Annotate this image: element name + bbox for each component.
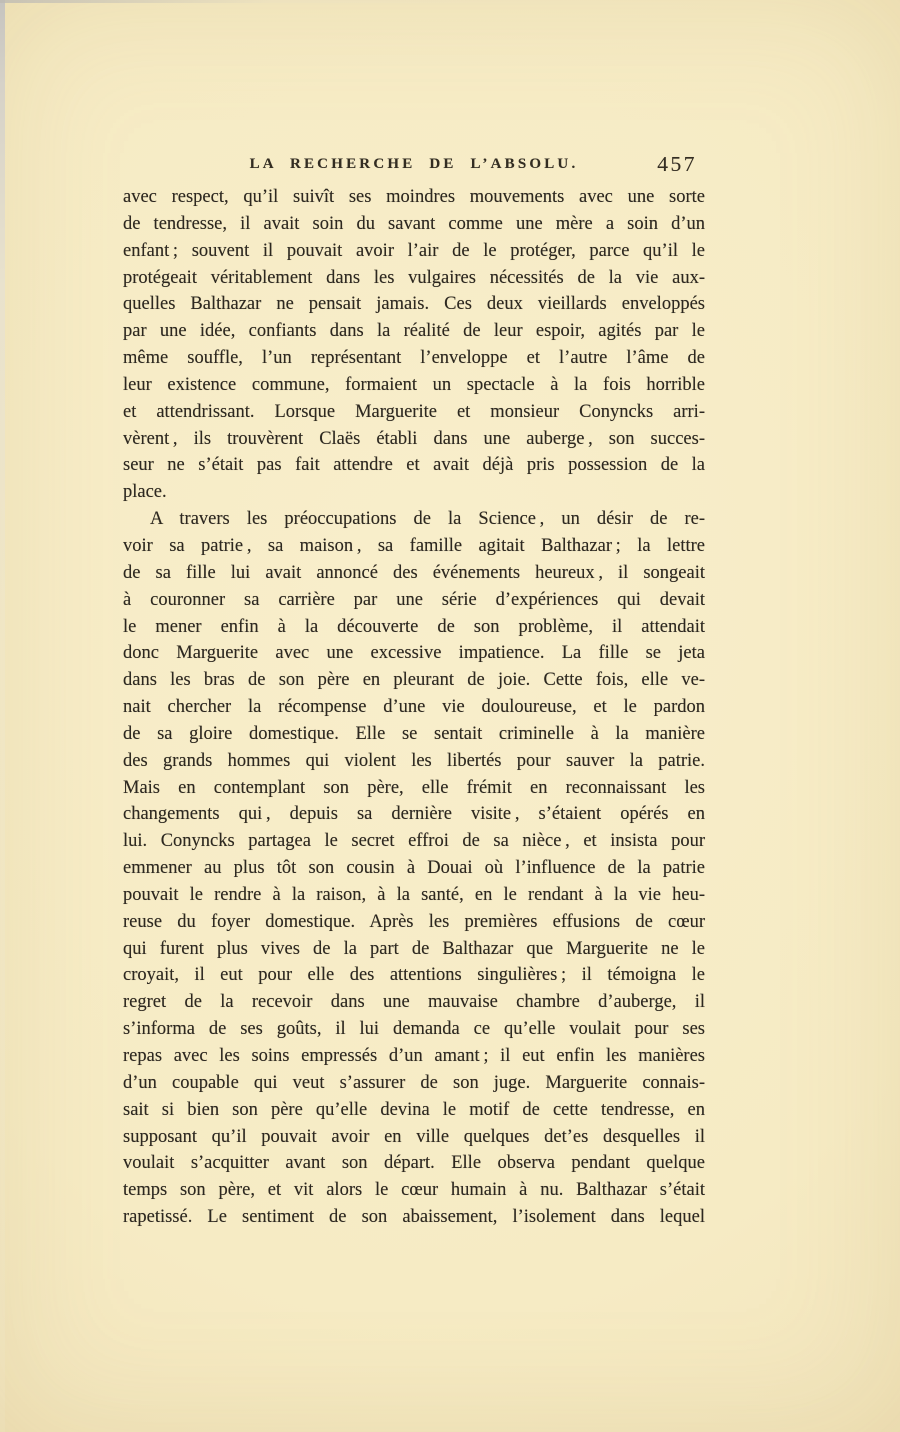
text-line: changements qui , depuis sa dernière visite , s’étaient opérés en [123, 804, 705, 825]
text-line: de tendresse, il avait soin du savant comme une mère a soin d’un [123, 213, 705, 234]
page-number: 457 [657, 152, 697, 176]
text-line: avec respect, qu’il suivît ses moindres mouvements avec une sorte [123, 187, 705, 207]
text-line: lui. Conyncks partagea le secret effroi de sa nièce , et insista pour [123, 831, 705, 852]
text-line: s’informa de ses goûts, il lui demanda ce qu’elle voulait pour ses [123, 1019, 705, 1040]
text-line: emmener au plus tôt son cousin à Douai où l’influence de la patrie [123, 858, 705, 879]
scan-edge-left [0, 0, 5, 1432]
text-line: reuse du foyer domestique. Après les premières effusions de cœur [123, 911, 705, 932]
text-line: leur existence commune, formaient un spectacle à la fois horrible [123, 374, 705, 395]
text-line: par une idée, confiants dans la réalité de leur espoir, agités par le [123, 321, 705, 342]
text-line: Mais en contemplant son père, elle frémit en reconnaissant les [123, 777, 705, 798]
text-line: même souffle, l’un représentant l’enveloppe et l’autre l’âme de [123, 348, 705, 369]
text-line: donc Marguerite avec une excessive impatience. La fille se jeta [123, 643, 705, 664]
text-line: vèrent , ils trouvèrent Claës établi dans une auberge , son succes- [123, 428, 705, 449]
text-line: rapetissé. Le sentiment de son abaissement, l’isolement dans lequel [123, 1207, 705, 1228]
text-line: enfant ; souvent il pouvait avoir l’air de le protéger, parce qu’il le [123, 240, 705, 261]
text-line: et attendrissant. Lorsque Marguerite et monsieur Conyncks arri- [123, 401, 705, 422]
text-line: à couronner sa carrière par une série d’expériences qui devait [123, 589, 705, 610]
text-line: voulait s’acquitter avant son départ. Elle observa pendant quelque [123, 1153, 705, 1174]
text-line: dans les bras de son père en pleurant de joie. Cette fois, elle ve- [123, 670, 705, 691]
text-line: croyait, il eut pour elle des attentions singulières ; il témoigna le [123, 965, 705, 986]
text-line: des grands hommes qui violent les libertés pour sauver la patrie. [123, 750, 705, 771]
text-line: repas avec les soins empressés d’un amant ; il eut enfin les manières [123, 1046, 705, 1066]
text-line: d’un coupable qui veut s’assurer de son juge. Marguerite connais- [123, 1072, 705, 1093]
text-line: temps son père, et vit alors le cœur humain à nu. Balthazar s’était [123, 1180, 705, 1201]
scan-edge-top [0, 0, 900, 3]
text-line: regret de la recevoir dans une mauvaise chambre d’auberge, il [123, 992, 705, 1013]
text-line: de sa fille lui avait annoncé des événements heureux , il songeait [123, 562, 705, 583]
text-line: qui furent plus vives de la part de Balthazar que Marguerite ne le [123, 938, 705, 959]
running-title: LA RECHERCHE DE L’ABSOLU. [249, 156, 579, 172]
text-line: protégeait véritablement dans les vulgaires nécessités de la vie aux- [123, 267, 705, 288]
text-block [123, 184, 705, 1231]
text-line: sait si bien son père qu’elle devina le motif de cette tendresse, en [123, 1099, 705, 1120]
text-line: seur ne s’était pas fait attendre et avait déjà pris possession de la [123, 455, 705, 476]
text-line: quelles Balthazar ne pensait jamais. Ces deux vieillards enveloppés [123, 294, 705, 315]
text-line: voir sa patrie , sa maison , sa famille agitait Balthazar ; la lettre [123, 535, 705, 556]
text-line: place. [123, 482, 167, 503]
text-line: le mener enfin à la découverte de son problème, il attendait [123, 616, 705, 637]
text-line: supposant qu’il pouvait avoir en ville quelques det’es desquelles il [123, 1126, 705, 1147]
text-line: de sa gloire domestique. Elle se sentait criminelle à la manière [123, 723, 705, 744]
text-line: pouvait le rendre à la raison, à la santé, en le rendant à la vie heu- [123, 884, 705, 905]
text-line: A travers les préoccupations de la Science , un désir de re- [150, 509, 705, 530]
text-line: nait chercher la récompense d’une vie douloureuse, et le pardon [123, 697, 705, 718]
running-header [123, 152, 705, 180]
